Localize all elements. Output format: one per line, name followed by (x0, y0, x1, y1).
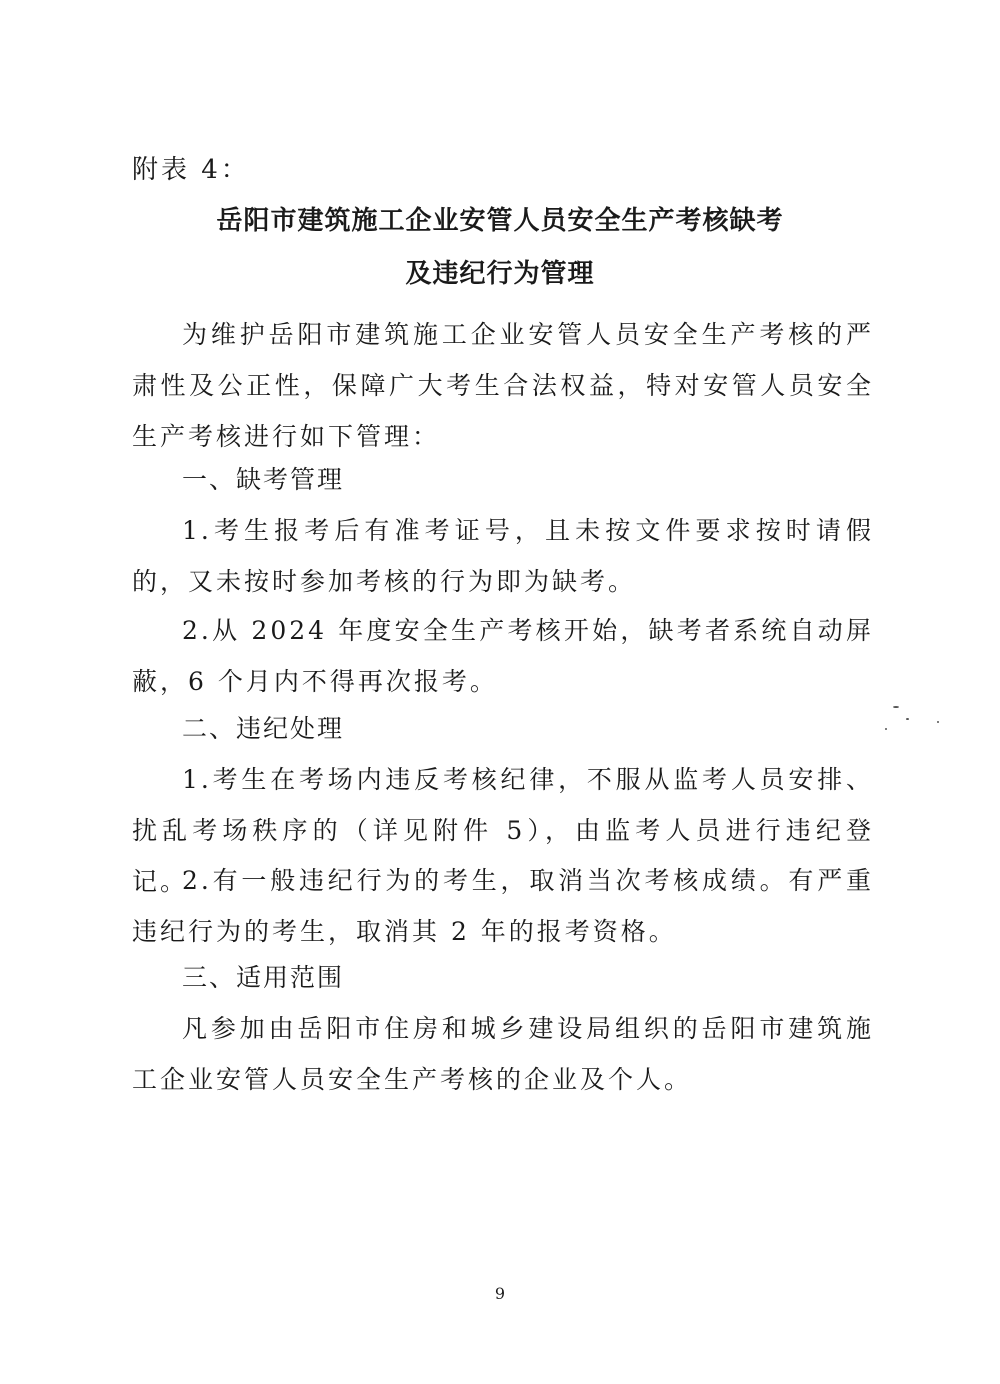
section-paragraph: 凡参加由岳阳市住房和城乡建设局组织的岳阳市建筑施工企业安管人员安全生产考核的企业及个人。 (132, 1014, 874, 1094)
section-heading-absence: 一、缺考管理 (182, 465, 345, 494)
section-paragraph: 2.从 2024 年度安全生产考核开始，缺考者系统自动屏蔽，6 个月内不得再次报考。 (132, 616, 874, 696)
document-title-line-1: 岳阳市建筑施工企业安管人员安全生产考核缺考 (216, 206, 784, 236)
section-heading-discipline: 二、违纪处理 (182, 714, 345, 743)
section-heading-scope: 三、适用范围 (182, 963, 345, 992)
section-paragraph: 1.考生在考场内违反考核纪律，不服从监考人员安排、扰乱考场秩序的（详见附件 5），由监考人员进行违纪登记。 (132, 765, 874, 896)
document-title-line-2: 及违纪行为管理 (405, 259, 595, 289)
section-paragraph: 2.有一般违纪行为的考生，取消当次考核成绩。有严重违纪行为的考生，取消其 2 年的报考资格。 (132, 866, 874, 946)
page-number: 9 (494, 1284, 506, 1303)
section-paragraph: 1.考生报考后有准考证号，且未按文件要求按时请假的，又未按时参加考核的行为即为缺考。 (132, 516, 874, 596)
intro-paragraph: 为维护岳阳市建筑施工企业安管人员安全生产考核的严肃性及公正性，保障广大考生合法权益，特对安管人员安全生产考核进行如下管理： (132, 320, 874, 451)
attachment-label: 附表 4： (132, 155, 250, 185)
